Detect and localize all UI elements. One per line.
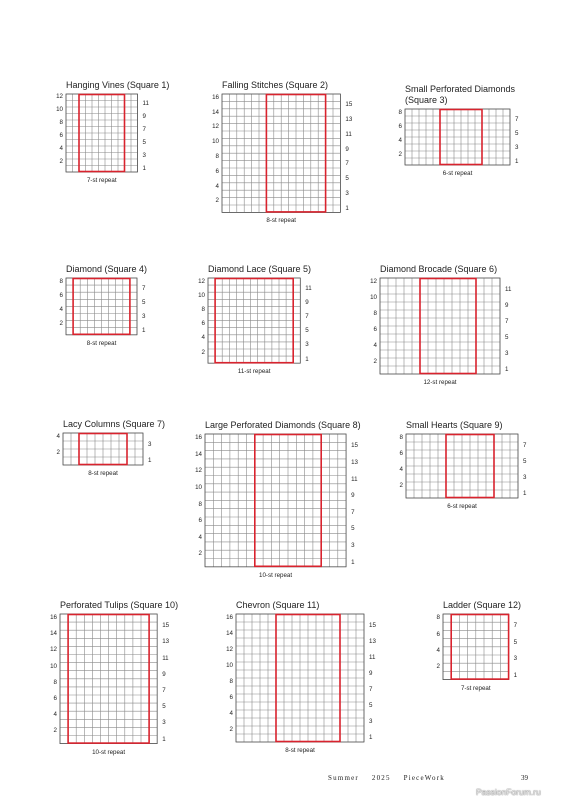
page-footer bbox=[328, 774, 455, 782]
row-number-right: 3 bbox=[142, 151, 146, 159]
row-number-left: 2 bbox=[201, 348, 205, 356]
row-number-right: 1 bbox=[305, 355, 309, 363]
row-number-left: 2 bbox=[398, 150, 402, 158]
row-number-left: 10 bbox=[195, 483, 202, 491]
row-number-right: 9 bbox=[345, 145, 349, 153]
chart-title: Lacy Columns (Square 7) bbox=[63, 419, 166, 429]
repeat-caption: 11-st repeat bbox=[237, 368, 271, 376]
row-number-right: 7 bbox=[351, 508, 355, 516]
row-number-left: 4 bbox=[59, 145, 63, 153]
row-number-left: 14 bbox=[226, 630, 233, 637]
row-number-right: 11 bbox=[162, 654, 169, 662]
row-number-left: 12 bbox=[370, 278, 377, 285]
repeat-caption: 6-st repeat bbox=[442, 170, 473, 177]
row-number-left: 8 bbox=[198, 500, 202, 508]
row-number-left: 2 bbox=[59, 320, 63, 328]
row-number-left: 10 bbox=[370, 294, 377, 301]
row-number-right: 1 bbox=[162, 735, 166, 743]
row-number-left: 4 bbox=[436, 646, 440, 654]
row-number-left: 14 bbox=[50, 630, 57, 638]
chart-grid bbox=[443, 614, 510, 681]
row-number-left: 14 bbox=[212, 108, 219, 116]
chart-title: Large Perforated Diamonds (Square 8) bbox=[205, 420, 361, 430]
row-number-right: 1 bbox=[515, 157, 519, 165]
row-number-left: 2 bbox=[56, 449, 60, 456]
row-number-right: 7 bbox=[515, 115, 519, 123]
row-number-right: 5 bbox=[162, 703, 166, 711]
chart-title: Diamond (Square 4) bbox=[66, 264, 148, 274]
row-number-left: 4 bbox=[59, 305, 63, 313]
row-number-left: 8 bbox=[59, 277, 63, 285]
row-number-right: 15 bbox=[369, 622, 376, 629]
row-number-left: 4 bbox=[198, 533, 202, 541]
row-number-right: 11 bbox=[345, 130, 352, 138]
row-number-left: 6 bbox=[59, 132, 63, 140]
row-number-left: 2 bbox=[399, 482, 403, 489]
row-number-right: 5 bbox=[142, 298, 146, 306]
row-number-left: 6 bbox=[436, 630, 440, 638]
chart-title: Falling Stitches (Square 2) bbox=[222, 80, 329, 90]
row-number-right: 13 bbox=[162, 638, 170, 646]
repeat-caption: 8-st repeat bbox=[88, 470, 118, 477]
row-number-right: 5 bbox=[369, 702, 373, 709]
row-number-right: 5 bbox=[513, 638, 518, 646]
row-number-left: 12 bbox=[212, 123, 219, 131]
row-number-left: 12 bbox=[226, 646, 233, 653]
row-number-left: 4 bbox=[56, 433, 60, 440]
chart-title: Diamond Brocade (Square 6) bbox=[380, 264, 498, 274]
row-number-right: 7 bbox=[142, 125, 146, 133]
row-number-left: 2 bbox=[215, 197, 219, 205]
repeat-caption: 7-st repeat bbox=[461, 684, 491, 692]
row-number-right: 1 bbox=[142, 327, 146, 335]
chart-grid bbox=[380, 278, 501, 375]
chart-title: Small Hearts (Square 9) bbox=[406, 420, 503, 430]
chart-title: Hanging Vines (Square 1) bbox=[66, 80, 170, 90]
row-number-right: 3 bbox=[162, 719, 166, 727]
chart-title: Ladder (Square 12) bbox=[443, 600, 522, 610]
row-number-left: 2 bbox=[229, 726, 233, 733]
chart-grid bbox=[66, 94, 139, 173]
row-number-right: 13 bbox=[369, 638, 376, 645]
chart-grid bbox=[208, 278, 301, 364]
row-number-right: 9 bbox=[505, 302, 509, 309]
row-number-left: 4 bbox=[399, 466, 403, 473]
row-number-right: 9 bbox=[305, 298, 309, 306]
row-number-left: 12 bbox=[198, 277, 205, 285]
repeat-caption: 6-st repeat bbox=[447, 503, 477, 510]
row-number-left: 4 bbox=[215, 182, 219, 190]
row-number-right: 1 bbox=[523, 490, 527, 497]
row-number-right: 7 bbox=[505, 318, 509, 325]
row-number-left: 6 bbox=[201, 320, 205, 328]
row-number-right: 1 bbox=[142, 164, 146, 172]
row-number-right: 1 bbox=[369, 734, 373, 741]
row-number-left: 16 bbox=[226, 614, 233, 621]
chart-grid bbox=[66, 278, 138, 336]
row-number-left: 6 bbox=[399, 450, 403, 457]
row-number-right: 3 bbox=[148, 441, 152, 448]
row-number-left: 10 bbox=[212, 138, 219, 146]
row-number-left: 6 bbox=[215, 167, 219, 175]
row-number-right: 1 bbox=[505, 366, 509, 373]
row-number-right: 3 bbox=[523, 474, 527, 481]
row-number-right: 5 bbox=[505, 334, 509, 341]
row-number-right: 1 bbox=[351, 558, 355, 566]
row-number-left: 8 bbox=[59, 119, 63, 127]
row-number-right: 3 bbox=[513, 655, 518, 663]
chart-grid bbox=[205, 434, 347, 568]
row-number-left: 8 bbox=[398, 108, 402, 116]
repeat-caption: 8-st repeat bbox=[285, 747, 315, 754]
repeat-caption: 7-st repeat bbox=[86, 177, 117, 184]
row-number-left: 4 bbox=[53, 711, 57, 719]
row-number-right: 3 bbox=[505, 350, 509, 357]
row-number-right: 5 bbox=[142, 138, 146, 146]
repeat-caption: 10-st repeat bbox=[92, 748, 126, 756]
row-number-right: 5 bbox=[351, 525, 355, 533]
footer-magazine: PieceWork bbox=[403, 774, 445, 782]
chart-grid bbox=[405, 109, 511, 166]
row-number-left: 16 bbox=[195, 434, 202, 442]
row-number-right: 1 bbox=[513, 671, 518, 679]
row-number-left: 4 bbox=[398, 136, 402, 144]
row-number-right: 11 bbox=[142, 99, 149, 107]
row-number-right: 5 bbox=[305, 327, 309, 335]
row-number-left: 12 bbox=[50, 646, 57, 654]
row-number-left: 6 bbox=[198, 517, 202, 525]
row-number-left: 16 bbox=[50, 614, 57, 622]
row-number-right: 7 bbox=[369, 686, 373, 693]
row-number-left: 12 bbox=[56, 93, 63, 101]
repeat-caption: 8-st repeat bbox=[266, 217, 296, 225]
footer-season: Summer bbox=[328, 774, 359, 782]
row-number-right: 3 bbox=[142, 313, 146, 321]
row-number-left: 2 bbox=[198, 550, 202, 558]
row-number-right: 1 bbox=[148, 457, 152, 464]
row-number-right: 3 bbox=[345, 189, 349, 197]
row-number-right: 3 bbox=[305, 341, 309, 349]
chart-title: Perforated Tulips (Square 10) bbox=[60, 600, 179, 610]
row-number-left: 2 bbox=[436, 663, 440, 671]
row-number-right: 7 bbox=[162, 686, 166, 694]
row-number-left: 12 bbox=[195, 467, 202, 475]
row-number-left: 10 bbox=[198, 291, 205, 299]
row-number-right: 3 bbox=[369, 718, 373, 725]
row-number-left: 6 bbox=[59, 291, 63, 299]
row-number-right: 3 bbox=[515, 143, 519, 151]
row-number-left: 10 bbox=[56, 106, 63, 114]
row-number-left: 8 bbox=[373, 310, 377, 317]
row-number-right: 11 bbox=[505, 286, 512, 293]
chart-grid bbox=[406, 434, 519, 499]
row-number-left: 10 bbox=[226, 662, 233, 669]
row-number-right: 7 bbox=[523, 442, 527, 449]
chart-grid bbox=[222, 94, 341, 213]
row-number-left: 6 bbox=[229, 694, 233, 701]
row-number-right: 7 bbox=[513, 622, 518, 630]
row-number-right: 5 bbox=[515, 129, 519, 137]
row-number-left: 4 bbox=[201, 334, 205, 342]
row-number-right: 13 bbox=[345, 115, 353, 123]
repeat-caption: 12-st repeat bbox=[423, 379, 457, 386]
footer-year: 2025 bbox=[371, 774, 391, 782]
row-number-right: 9 bbox=[142, 112, 146, 120]
row-number-right: 7 bbox=[142, 284, 146, 292]
page-number: 39 bbox=[521, 774, 528, 782]
chart-grid bbox=[236, 614, 365, 743]
row-number-left: 8 bbox=[229, 678, 233, 685]
row-number-left: 6 bbox=[398, 122, 402, 130]
chart-grid bbox=[63, 433, 144, 466]
chart-title: Small Perforated Diamonds bbox=[405, 84, 516, 94]
row-number-right: 11 bbox=[369, 654, 376, 661]
row-number-left: 2 bbox=[373, 358, 377, 365]
repeat-caption: 8-st repeat bbox=[86, 339, 117, 347]
row-number-left: 6 bbox=[373, 326, 377, 333]
row-number-left: 8 bbox=[201, 305, 205, 313]
row-number-right: 7 bbox=[305, 313, 309, 321]
row-number-right: 7 bbox=[345, 160, 349, 168]
chart-title: (Square 3) bbox=[405, 95, 448, 105]
row-number-right: 1 bbox=[345, 204, 349, 212]
row-number-right: 15 bbox=[345, 101, 353, 109]
repeat-caption: 10-st repeat bbox=[259, 571, 293, 579]
row-number-left: 8 bbox=[53, 678, 57, 686]
row-number-right: 11 bbox=[305, 284, 312, 292]
row-number-right: 3 bbox=[351, 542, 355, 550]
row-number-right: 15 bbox=[351, 442, 358, 450]
row-number-right: 15 bbox=[162, 622, 170, 630]
row-number-right: 5 bbox=[523, 458, 527, 465]
row-number-left: 2 bbox=[53, 727, 57, 735]
row-number-left: 6 bbox=[53, 695, 57, 703]
row-number-left: 4 bbox=[373, 342, 377, 349]
row-number-left: 8 bbox=[399, 434, 403, 441]
row-number-left: 16 bbox=[212, 93, 219, 101]
row-number-left: 10 bbox=[50, 662, 57, 670]
row-number-right: 13 bbox=[351, 459, 358, 467]
row-number-left: 8 bbox=[215, 152, 219, 160]
row-number-left: 4 bbox=[229, 710, 233, 717]
row-number-right: 5 bbox=[345, 175, 349, 183]
watermark: PassionForum.ru bbox=[476, 787, 541, 797]
chart-title: Diamond Lace (Square 5) bbox=[208, 264, 312, 274]
row-number-right: 11 bbox=[351, 475, 358, 483]
row-number-right: 9 bbox=[369, 670, 373, 677]
chart-grid bbox=[60, 614, 158, 745]
row-number-left: 8 bbox=[436, 614, 440, 622]
row-number-right: 9 bbox=[351, 492, 355, 500]
row-number-left: 2 bbox=[59, 158, 63, 166]
chart-title: Chevron (Square 11) bbox=[236, 600, 320, 610]
row-number-right: 9 bbox=[162, 670, 166, 678]
row-number-left: 14 bbox=[195, 450, 202, 458]
